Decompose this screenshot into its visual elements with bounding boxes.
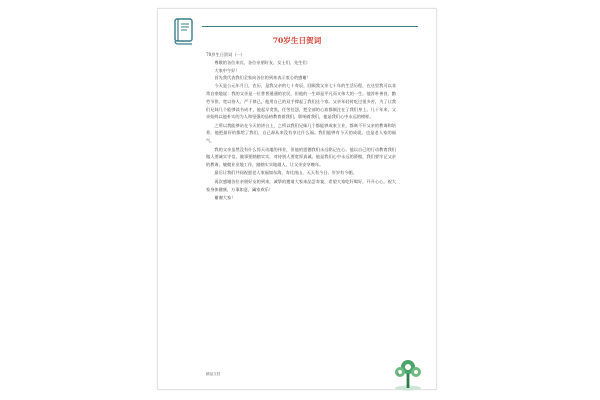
header-divider	[202, 26, 418, 27]
subtitle: 70岁生日贺词（一）	[206, 52, 245, 57]
salutation: 尊敬的各位来宾、各位亲朋好友、女士们、先生们：	[214, 59, 311, 65]
paragraph: 今天是公元年月日，农历，是我父亲的七十寿辰。回顾我父亲七十年的生活历程，在这里我可以非常自豪地说：我的父亲是一位普普通通的农民，但他的一生却是平凡而又伟大的一生。他淳朴善良、勤劳节俭、宽以待人、严于律己，他用自己的双手撑起了我们这个家。父亲年轻时吃过很多苦，为了让我们兄妹几个能够读书成才，他起早贪黑，任劳任怨，把全部的心血都倾注在了我们身上。几十年来，父亲始终以他朴实的为人和坚强的品格教育着我们，影响着我们，他是我们心中永远的榜样。	[206, 83, 396, 120]
footer-label: 精品文档	[206, 372, 221, 376]
paragraph: 首先我代表我们全家向各位的到来表示衷心的感谢！	[214, 75, 311, 81]
greeting: 大家中午好！	[214, 67, 240, 73]
paragraph: 之所以我能够站在今天的讲台上，之所以我们兄妹几个都能够成家立业，都离不开父亲的教诲和培养，他把最好的都给了我们，自己却从来没有享过什么福。我们能够有今天的成就，也是老人家的福气。	[206, 122, 396, 144]
paragraph: 最后让我们共同祝愿老人家福如东海，寿比南山，天天有今日，岁岁有今朝。	[214, 170, 357, 176]
page-title: 70岁生日贺词	[272, 36, 322, 45]
paragraph: 再次感谢各位亲朋好友的到来，诚挚的邀请大家来品尝寿宴，希望大家吃好喝好，开开心心，祝大家身体健康，万事如意，阖家欢乐！	[206, 178, 396, 192]
document-page	[157, 8, 437, 390]
closing: 谢谢大家！	[214, 194, 236, 200]
paragraph: 我的父亲虽然没有什么惊天动地的伟业，但他的恩德我们永远铭记在心。他以自己的行动教育我们做人要诚实守信，做事要踏踏实实，对待别人要宽厚真诚。他是我们心中永远的骄傲，我们要牢记父亲的教诲，兢兢业业地工作，踏踏实实地做人，让父亲安享晚年。	[206, 146, 396, 168]
page-number: 1	[397, 372, 400, 376]
document-body	[206, 51, 396, 202]
